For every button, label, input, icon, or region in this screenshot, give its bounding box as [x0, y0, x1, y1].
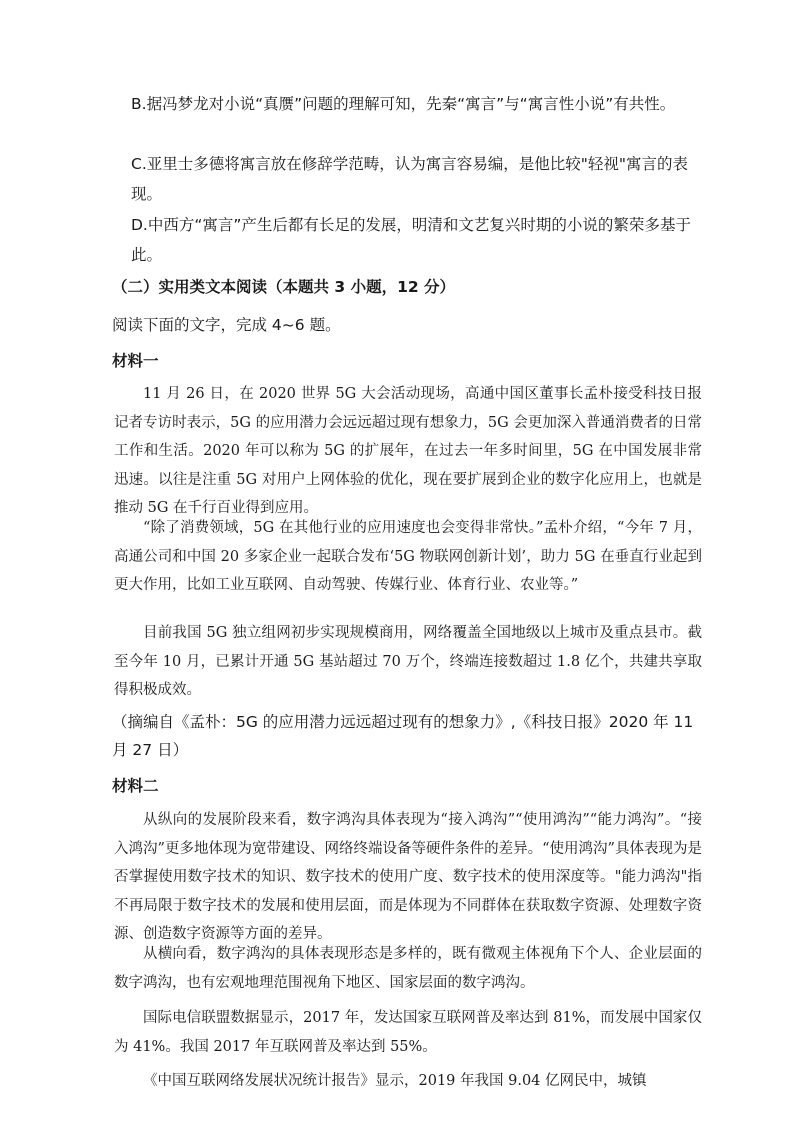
instruction-text: 阅读下面的文字，完成 4~6 题。	[112, 316, 341, 334]
section-heading: （二）实用类文本阅读（本题共 3 小题，12 分）	[112, 278, 456, 296]
option-c-text: 亚里士多德将寓言放在修辞学范畴，认为寓言容易编，是他比较"轻视"寓言的表现。	[131, 155, 689, 203]
material2-title: 材料二	[112, 777, 159, 795]
option-b-text: 据冯梦龙对小说“真赝”问题的理解可知，先秦“寓言”与“寓言性小说”有共性。	[146, 95, 676, 113]
material2-paragraph: 从横向看，数字鸿沟的具体表现形态是多样的，既有微观主体视角下个人、企业层面的数字鸿沟，也有宏观地理范围视角下地区、国家层面的数字鸿沟。	[114, 946, 702, 991]
option-b	[131, 89, 706, 119]
option-d-text: 中西方“寓言”产生后都有长足的发展，明清和文艺复兴时期的小说的繁荣多基于此。	[131, 216, 691, 264]
option-b-label: B.	[131, 95, 147, 113]
material2-paragraph: 国际电信联盟数据显示，2017 年，发达国家互联网普及率达到 81%，而发展中国家仅为 41%。我国 2017 年互联网普及率达到 55%。	[114, 1010, 702, 1055]
material1-paragraph: “除了消费领域，5G 在其他行业的应用速度也会变得非常快。”孟朴介绍，“今年 7 月，高通公司和中国 20 多家企业一起联合发布‘5G 物联网创新计划’，助力 5G 在垂直行业起到更大作用，比如工业互联网、自动驾驶、传媒行业、体育行业、农业等。”	[114, 520, 702, 593]
material1-paragraph: 11 月 26 日，在 2020 世界 5G 大会活动现场，高通中国区董事长孟朴接受科技日报记者专访时表示，5G 的应用潜力会远远超过现有想象力，5G 会更加深入普通消费者的日常工作和生活。2020 年可以称为 5G 的扩展年，在过去一年多时间里，5G 在中国发展非常迅速。以往是注重 5G 对用户上网体验的优化，现在要扩展到企业的数字化应用上，也就是推动 5G 在千行百业得到应用。	[114, 386, 702, 516]
option-d	[131, 210, 706, 270]
option-c-label: C.	[131, 155, 147, 173]
material1-source: （摘编自《孟朴：5G 的应用潜力远远超过现有的想象力》,《科技日报》2020 年 11 月 27 日）	[112, 713, 694, 759]
material1-paragraph: 目前我国 5G 独立组网初步实现规模商用，网络覆盖全国地级以上城市及重点县市。截至今年 10 月，已累计开通 5G 基站超过 70 万个，终端连接数超过 1.8 亿个，共建共享取得积极成效。	[114, 625, 702, 698]
option-d-label: D.	[131, 216, 148, 234]
material2-paragraph: 《中国互联网络发展状况统计报告》显示，2019 年我国 9.04 亿网民中，城镇	[143, 1073, 647, 1089]
material1-title: 材料一	[112, 352, 159, 370]
option-c	[131, 149, 706, 209]
material2-paragraph: 从纵向的发展阶段来看，数字鸿沟具体表现为“接入鸿沟”“使用鸿沟”“能力鸿沟”。“接入鸿沟”更多地体现为宽带建设、网络终端设备等硬件条件的差异。“使用鸿沟”具体表现为是否掌握使用数字技术的知识、数字技术的使用广度、数字技术的使用深度等。"能力鸿沟"指不再局限于数字技术的发展和使用层面，而是体现为不同群体在获取数字资源、处理数字资源、创造数字资源等方面的差异。	[114, 812, 702, 942]
